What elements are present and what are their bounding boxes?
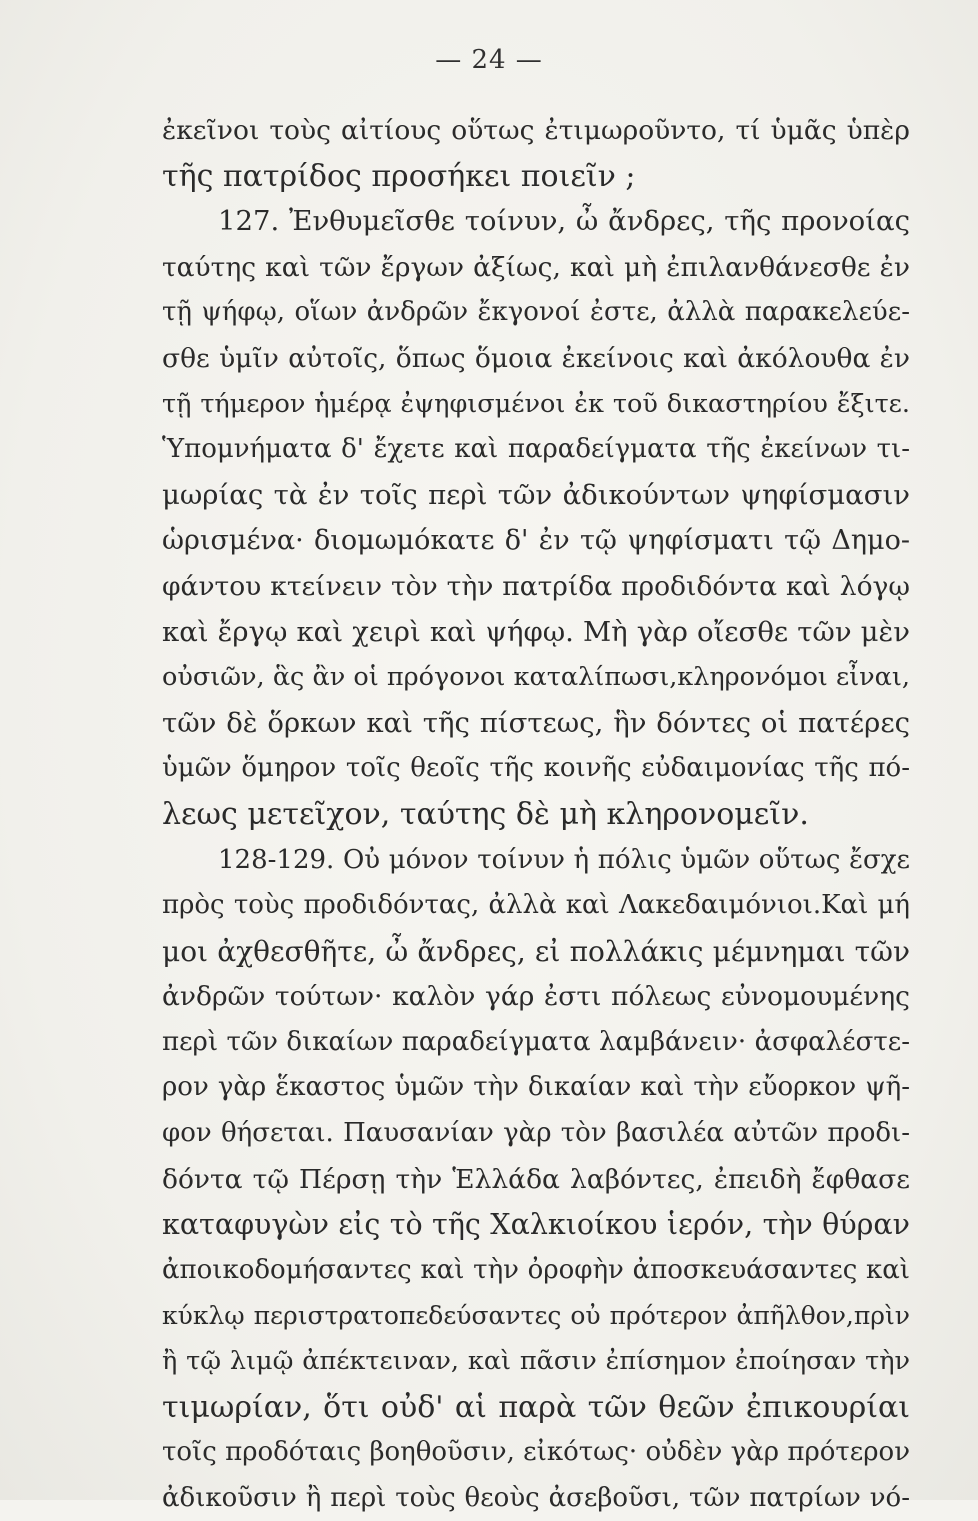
text-line: φον θήσεται. Παυσανίαν γὰρ τὸν βασιλέα αὐτῶν προδι- — [162, 1118, 910, 1149]
text-line: περὶ τῶν δικαίων παραδείγματα λαμβάνειν· ἀσφαλέστε- — [162, 1026, 910, 1057]
text-line: καὶ ἔργῳ καὶ χειρὶ καὶ ψήφῳ. Μὴ γὰρ οἴεσθε τῶν μὲν — [162, 615, 910, 648]
text-line: ρον γὰρ ἕκαστος ὑμῶν τὴν δικαίαν καὶ τὴν εὔορκον ψῆ- — [162, 1072, 910, 1103]
text-line: ἢ τῷ λιμῷ ἀπέκτειναν, καὶ πᾶσιν ἐπίσημον ἐποίησαν τὴν — [162, 1346, 910, 1377]
text-line: κύκλῳ περιστρατοπεδεύσαντες οὐ πρότερον ἀπῆλθον,πρὶν — [162, 1301, 910, 1331]
text-line: ἀποικοδομήσαντες καὶ τὴν ὀροφὴν ἀποσκευάσαντες καὶ — [162, 1254, 910, 1285]
text-line: μοι ἀχθεσθῆτε, ὦ ἄνδρες, εἰ πολλάκις μέμνημαι τῶν — [162, 934, 910, 968]
text-line: ὡρισμένα· διομωμόκατε δ' ἐν τῷ ψηφίσματι τῷ Δημο- — [162, 525, 910, 557]
text-line: ὑμῶν ὅμηρον τοῖς θεοῖς τῆς κοινῆς εὐδαιμονίας τῆς πό- — [162, 753, 910, 784]
text-line: δόντα τῷ Πέρσῃ τὴν Ἑλλάδα λαβόντες, ἐπειδὴ ἔφθασε — [162, 1163, 910, 1195]
text-line: τῆς πατρίδος προσήκει ποιεῖν ; — [162, 158, 636, 194]
body-text — [162, 108, 910, 1521]
page-number: — 24 — — [435, 45, 543, 75]
text-line: 128-129. Οὐ μόνον τοίνυν ἡ πόλις ὑμῶν οὕτως ἔσχε — [218, 844, 910, 875]
text-line: 127. Ἐνθυμεῖσθε τοίνυν, ὦ ἄνδρες, τῆς προνοίας — [218, 205, 910, 238]
text-line: καταφυγὼν εἰς τὸ τῆς Χαλκιοίκου ἱερόν, τὴν θύραν — [162, 1208, 910, 1242]
text-line: φάντου κτείνειν τὸν τὴν πατρίδα προδιδόντα καὶ λόγῳ — [162, 570, 910, 602]
text-line: τῇ ψήφῳ, οἵων ἀνδρῶν ἔκγονοί ἐστε, ἀλλὰ παρακελεύε- — [162, 297, 910, 328]
text-line: τῇ τήμερον ἡμέρᾳ ἐψηφισμένοι ἐκ τοῦ δικαστηρίου ἔξιτε. — [162, 388, 910, 419]
text-line: τῶν δὲ ὅρκων καὶ τῆς πίστεως, ἣν δόντες οἱ πατέρες — [162, 706, 910, 739]
text-line: ταύτης καὶ τῶν ἔργων ἀξίως, καὶ μὴ ἐπιλανθάνεσθε ἐν — [162, 251, 910, 283]
text-line: τοῖς προδόταις βοηθοῦσιν, εἰκότως· οὐδὲν γὰρ πρότερον — [162, 1437, 910, 1468]
text-line: ἐκεῖνοι τοὺς αἰτίους οὕτως ἐτιμωροῦντο, τί ὑμᾶς ὑπὲρ — [162, 115, 910, 146]
text-line: τιμωρίαν, ὅτι οὐδ' αἱ παρὰ τῶν θεῶν ἐπικουρίαι — [162, 1389, 910, 1425]
text-line: πρὸς τοὺς προδιδόντας, ἀλλὰ καὶ Λακεδαιμόνιοι.Καὶ μή — [162, 890, 910, 921]
text-line: οὐσιῶν, ἃς ἂν οἱ πρόγονοι καταλίπωσι,κληρονόμοι εἶναι, — [162, 662, 910, 693]
text-line: ἀνδρῶν τούτων· καλὸν γάρ ἐστι πόλεως εὐνομουμένης — [162, 981, 910, 1013]
text-line: Ὑπομνήματα δ' ἔχετε καὶ παραδείγματα τῆς ἐκείνων τι- — [162, 434, 910, 465]
text-line: ἀδικοῦσιν ἢ περὶ τοὺς θεοὺς ἀσεβοῦσι, τῶν πατρίων νό- — [162, 1482, 910, 1513]
text-line: σθε ὑμῖν αὐτοῖς, ὅπως ὅμοια ἐκείνοις καὶ ἀκόλουθα ἐν — [162, 342, 910, 374]
text-line: λεως μετεῖχον, ταύτης δὲ μὴ κληρονομεῖν. — [162, 796, 809, 832]
text-line: μωρίας τὰ ἐν τοῖς περὶ τῶν ἀδικούντων ψηφίσμασιν — [162, 478, 910, 511]
